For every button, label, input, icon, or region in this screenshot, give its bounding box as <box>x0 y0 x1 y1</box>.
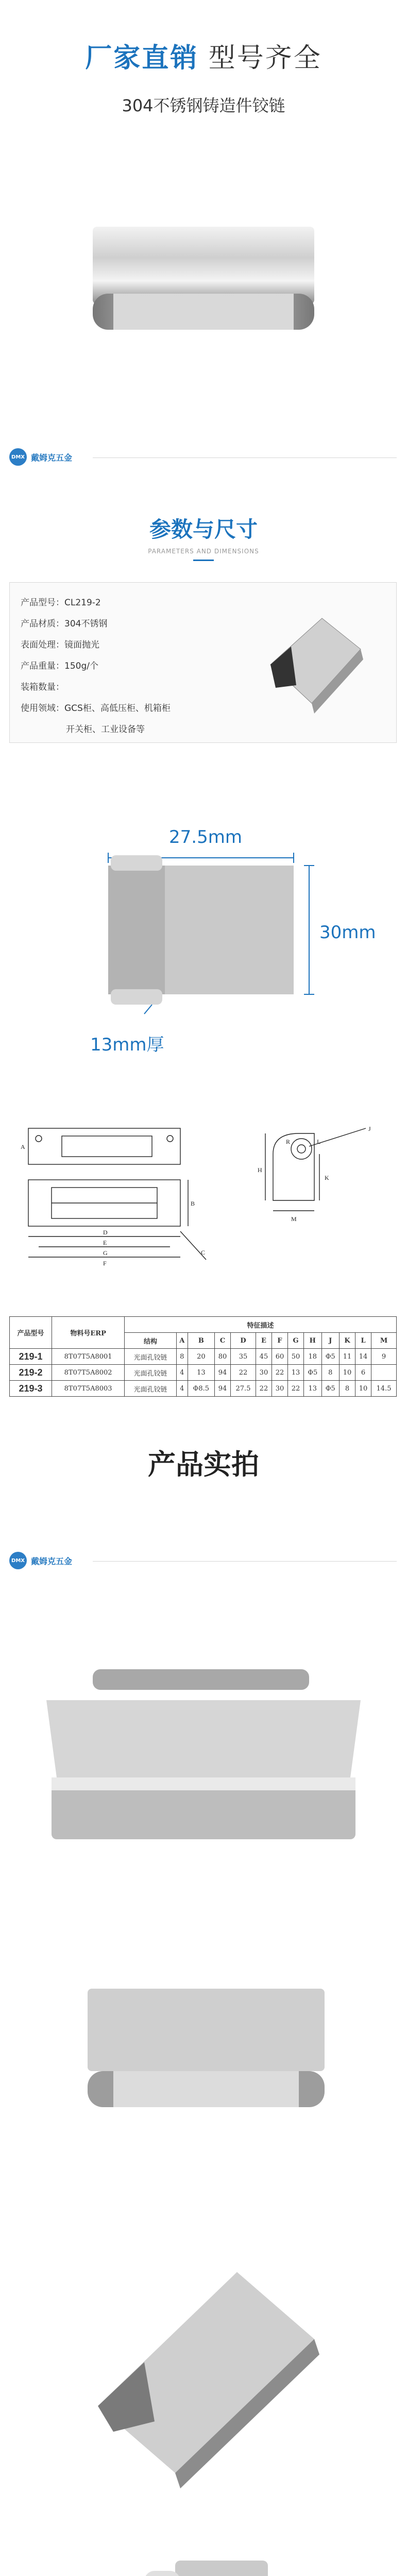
table-header: H <box>304 1333 321 1349</box>
hero-hinge-photo <box>82 216 325 340</box>
drawing-label-j: J <box>368 1125 371 1132</box>
photo-hinge-angled <box>67 2251 345 2494</box>
hero-title-rest: 型号齐全 <box>208 43 322 74</box>
table-row: 219-1 8T07T5A8001 光面孔铰链 8 20 80 35 45 60 50 18 Φ5 11 14 9 <box>10 1349 397 1365</box>
table-header: G <box>288 1333 304 1349</box>
drawing-label-h: H <box>258 1166 262 1174</box>
brand-divider <box>93 1561 397 1562</box>
drawing-label-d: D <box>103 1229 108 1236</box>
hero-title-main: 厂家直销 <box>85 43 199 74</box>
hero-subtitle: 304不锈钢铸造件铰链 <box>122 96 285 115</box>
brand-divider <box>93 457 397 458</box>
table-header: D <box>231 1333 256 1349</box>
table-header: M <box>371 1333 397 1349</box>
dimension-height: 30mm <box>319 922 376 943</box>
drawing-label-l: L <box>317 1138 321 1145</box>
params-title: 参数与尺寸 <box>149 517 258 542</box>
table-header: C <box>215 1333 231 1349</box>
table-header: J <box>321 1333 339 1349</box>
drawing-label-a: A <box>21 1143 25 1150</box>
params-underline <box>193 560 214 561</box>
table-header: 结构 <box>125 1333 177 1349</box>
brand-name: 戴姆克五金 <box>31 1556 73 1566</box>
spec-row: 装箱数量： <box>21 682 64 692</box>
technical-drawing-front <box>15 1123 222 1278</box>
table-header: A <box>176 1333 188 1349</box>
table-header: 产品型号 <box>10 1317 52 1349</box>
dimension-width: 27.5mm <box>169 827 242 848</box>
drawing-label-e: E <box>103 1239 107 1246</box>
drawing-label-m: M <box>291 1215 297 1223</box>
drawing-label-g: G <box>103 1249 108 1257</box>
drawing-label-b: B <box>191 1200 195 1207</box>
table-header: F <box>272 1333 287 1349</box>
spec-row: 产品重量：150g/个 <box>21 661 98 671</box>
brand-banner-2 <box>9 1552 72 1569</box>
dimension-thickness: 13mm厚 <box>90 1035 164 1055</box>
drawing-label-r: R <box>286 1138 291 1145</box>
spec-row: 使用领域：GCS柜、高低压柜、机箱柜 <box>21 703 171 714</box>
dimension-figure <box>77 824 345 1020</box>
spec-table <box>9 1316 397 1397</box>
params-subtitle: PARAMETERS AND DIMENSIONS <box>148 548 259 555</box>
brand-logo: DMX <box>9 448 27 466</box>
table-header: E <box>256 1333 272 1349</box>
table-header: B <box>188 1333 214 1349</box>
spec-row: 产品型号：CL219-2 <box>21 598 101 608</box>
spec-hinge-thumbnail <box>255 603 374 721</box>
brand-logo: DMX <box>9 1552 27 1569</box>
hero-title <box>0 36 407 75</box>
table-header: 物料号ERP <box>52 1317 125 1349</box>
drawing-label-f: F <box>103 1260 107 1267</box>
table-header-group: 特征描述 <box>125 1317 397 1333</box>
technical-drawing-side <box>242 1123 397 1278</box>
drawing-label-k: K <box>325 1174 329 1181</box>
table-row: 219-2 8T07T5A8002 光面孔铰链 4 13 94 22 30 22 13 Φ5 8 10 6 <box>10 1365 397 1381</box>
brand-banner-1 <box>9 448 72 466</box>
drawing-label-c: C <box>201 1249 206 1256</box>
real-photos-title: 产品实拍 <box>148 1448 259 1481</box>
spec-row: 产品材质：304不锈钢 <box>21 619 108 629</box>
table-header-row <box>10 1317 397 1333</box>
table-header: K <box>339 1333 355 1349</box>
table-header: L <box>355 1333 371 1349</box>
table-row: 219-3 8T07T5A8003 光面孔铰链 4 Φ8.5 94 27.5 22 30 22 13 Φ5 8 10 14.5 <box>10 1381 397 1397</box>
photo-hinge-front <box>31 1649 376 1865</box>
brand-name: 戴姆克五金 <box>31 452 73 463</box>
spec-row: 开关柜、工业设备等 <box>66 724 145 735</box>
photo-hinge-side <box>77 1978 335 2123</box>
spec-row: 表面处理：镜面抛光 <box>21 640 99 650</box>
photo-hinge-vertical <box>124 2550 289 2576</box>
